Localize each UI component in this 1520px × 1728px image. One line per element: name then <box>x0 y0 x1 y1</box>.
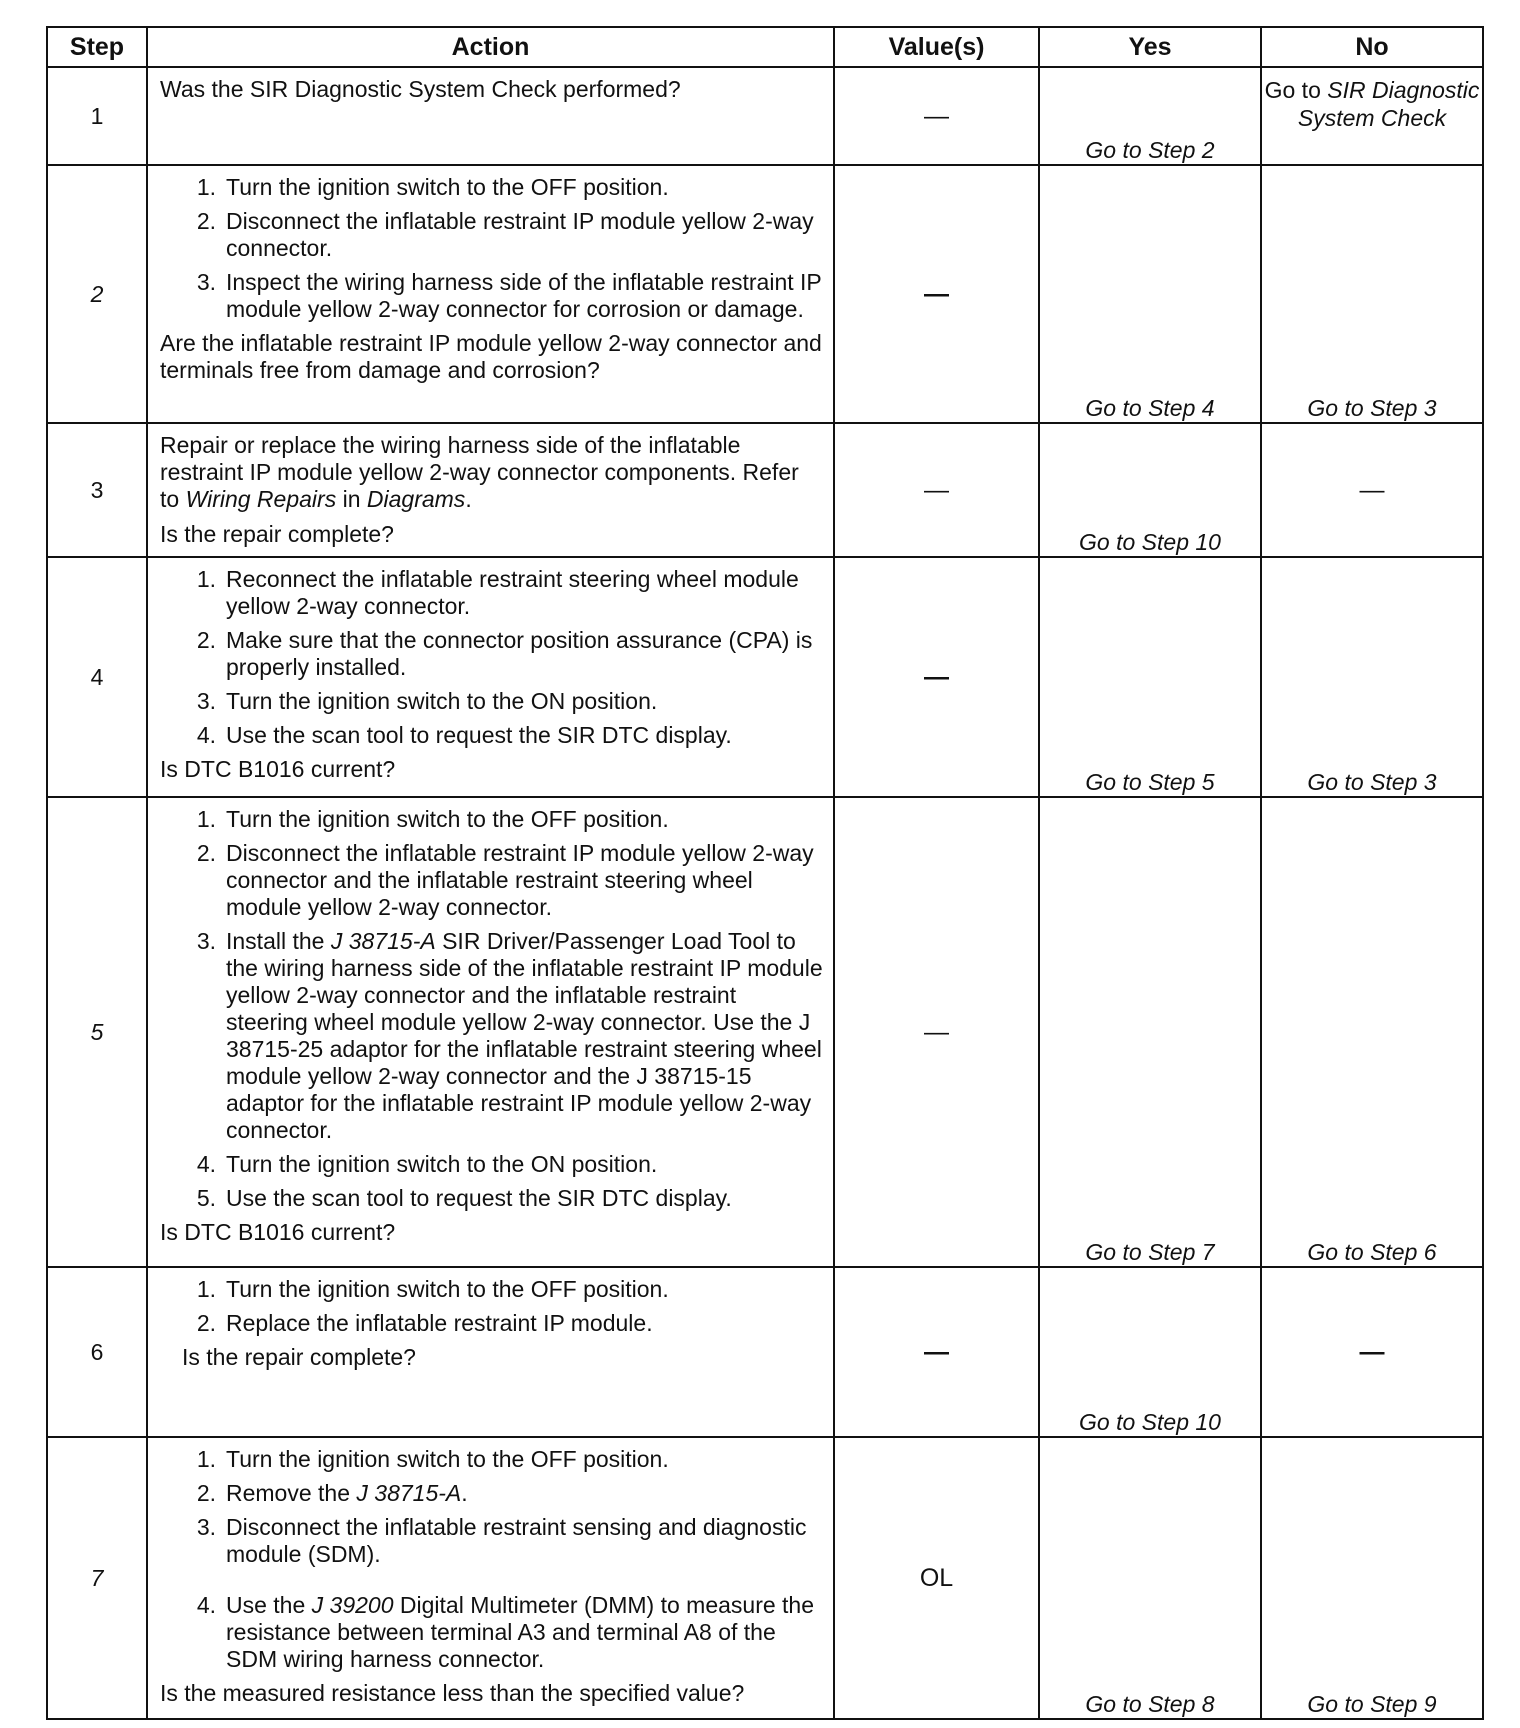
action-question: Is DTC B1016 current? <box>160 1219 396 1245</box>
action-item: 4. Turn the ignition switch to the ON position. <box>196 1151 658 1177</box>
value-cell: — <box>834 557 1039 797</box>
action-item: 2. Make sure that the connector position assurance (CPA) is properly installed. <box>196 627 813 680</box>
header-no: No <box>1261 27 1483 67</box>
no-cell: Go to Step 3 <box>1261 557 1483 797</box>
action-cell <box>147 423 834 557</box>
yes-cell: Go to Step 8 <box>1039 1437 1261 1719</box>
step-number: 1 <box>47 67 147 165</box>
action-cell <box>147 67 834 165</box>
header-row <box>47 27 1483 67</box>
step-number: 3 <box>47 423 147 557</box>
action-item: 5. Use the scan tool to request the SIR DTC display. <box>196 1185 732 1211</box>
action-item: 4. Use the scan tool to request the SIR DTC display. <box>196 722 732 748</box>
action-item: 1. Reconnect the inflatable restraint steering wheel module yellow 2-way connector. <box>196 566 799 619</box>
action-item: 1. Turn the ignition switch to the OFF position. <box>196 174 669 200</box>
no-cell: — <box>1261 423 1483 557</box>
value-cell: — <box>834 1267 1039 1437</box>
action-question: Is the measured resistance less than the specified value? <box>160 1680 745 1706</box>
yes-cell: Go to Step 10 <box>1039 1267 1261 1437</box>
value-cell: — <box>834 67 1039 165</box>
table-row <box>47 165 1483 423</box>
no-cell: — <box>1261 1267 1483 1437</box>
yes-cell: Go to Step 5 <box>1039 557 1261 797</box>
action-item: 2. Remove the J 38715-A. <box>196 1480 468 1506</box>
no-cell: Go to Step 9 <box>1261 1437 1483 1719</box>
action-cell <box>147 1437 834 1719</box>
action-question: Is the repair complete? <box>182 1344 416 1370</box>
no-link: SIR Diagnostic System Check <box>1297 77 1480 131</box>
header-action: Action <box>147 27 834 67</box>
action-item: 1. Turn the ignition switch to the OFF position. <box>196 806 669 832</box>
step-number: 7 <box>47 1437 147 1719</box>
yes-cell: Go to Step 10 <box>1039 423 1261 557</box>
table-row <box>47 423 1483 557</box>
action-question: Is the repair complete? <box>160 521 394 547</box>
step-number: 6 <box>47 1267 147 1437</box>
header-values: Value(s) <box>834 27 1039 67</box>
action-item: 4. Use the J 39200 Digital Multimeter (DMM) to measure the resistance between terminal A3 and terminal A8 of the SDM wiring harness connector. <box>196 1592 815 1672</box>
table-row <box>47 797 1483 1267</box>
no-prefix: Go to <box>1264 77 1328 103</box>
step-number: 4 <box>47 557 147 797</box>
action-item: 3. Inspect the wiring harness side of the inflatable restraint IP module yellow 2-way connector for corrosion or damage. <box>196 269 822 322</box>
step-number: 5 <box>47 797 147 1267</box>
action-question: Was the SIR Diagnostic System Check performed? <box>160 76 681 102</box>
action-item: 1. Turn the ignition switch to the OFF position. <box>196 1446 669 1472</box>
yes-cell: Go to Step 2 <box>1039 67 1261 165</box>
yes-cell: Go to Step 7 <box>1039 797 1261 1267</box>
diagnostic-table <box>46 26 1484 1720</box>
table-row <box>47 1267 1483 1437</box>
action-item: 2. Disconnect the inflatable restraint IP module yellow 2-way connector and the inflatable restraint steering wheel module yellow 2-way connector. <box>196 840 814 920</box>
action-question: Is DTC B1016 current? <box>160 756 396 782</box>
step-number: 2 <box>47 165 147 423</box>
action-item: 3. Disconnect the inflatable restraint sensing and diagnostic module (SDM). <box>196 1514 807 1567</box>
value-cell: OL <box>834 1437 1039 1719</box>
no-cell: Go to Step 6 <box>1261 797 1483 1267</box>
action-item: 2. Replace the inflatable restraint IP module. <box>196 1310 653 1336</box>
action-cell <box>147 1267 834 1437</box>
action-cell <box>147 797 834 1267</box>
action-cell <box>147 165 834 423</box>
action-question: Are the inflatable restraint IP module yellow 2-way connector and terminals free from damage and corrosion? <box>160 330 822 383</box>
action-item: 3. Install the J 38715-A SIR Driver/Passenger Load Tool to the wiring harness side of the inflatable restraint IP module yellow 2-way connector and the inflatable restraint steering wheel module yellow 2-way connector. Use the J 38715-25 adaptor for the inflatable restraint steering wheel module yellow 2-way connector and the J 38715-15 adaptor for the inflatable restraint IP module yellow 2-way connector. <box>196 928 823 1143</box>
yes-cell: Go to Step 4 <box>1039 165 1261 423</box>
no-cell <box>1261 67 1483 165</box>
table-row <box>47 67 1483 165</box>
header-step: Step <box>47 27 147 67</box>
value-cell: — <box>834 797 1039 1267</box>
value-cell: — <box>834 423 1039 557</box>
action-item: 1. Turn the ignition switch to the OFF position. <box>196 1276 669 1302</box>
action-item: 3. Turn the ignition switch to the ON position. <box>196 688 658 714</box>
table-row <box>47 1437 1483 1719</box>
no-cell: Go to Step 3 <box>1261 165 1483 423</box>
value-cell: — <box>834 165 1039 423</box>
action-cell <box>147 557 834 797</box>
table-row <box>47 557 1483 797</box>
action-item: 2. Disconnect the inflatable restraint IP module yellow 2-way connector. <box>196 208 814 261</box>
action-intro: Repair or replace the wiring harness side of the inflatable restraint IP module yellow 2-way connector components. Refer to Wiring Repairs in Diagrams. <box>160 432 799 512</box>
header-yes: Yes <box>1039 27 1261 67</box>
